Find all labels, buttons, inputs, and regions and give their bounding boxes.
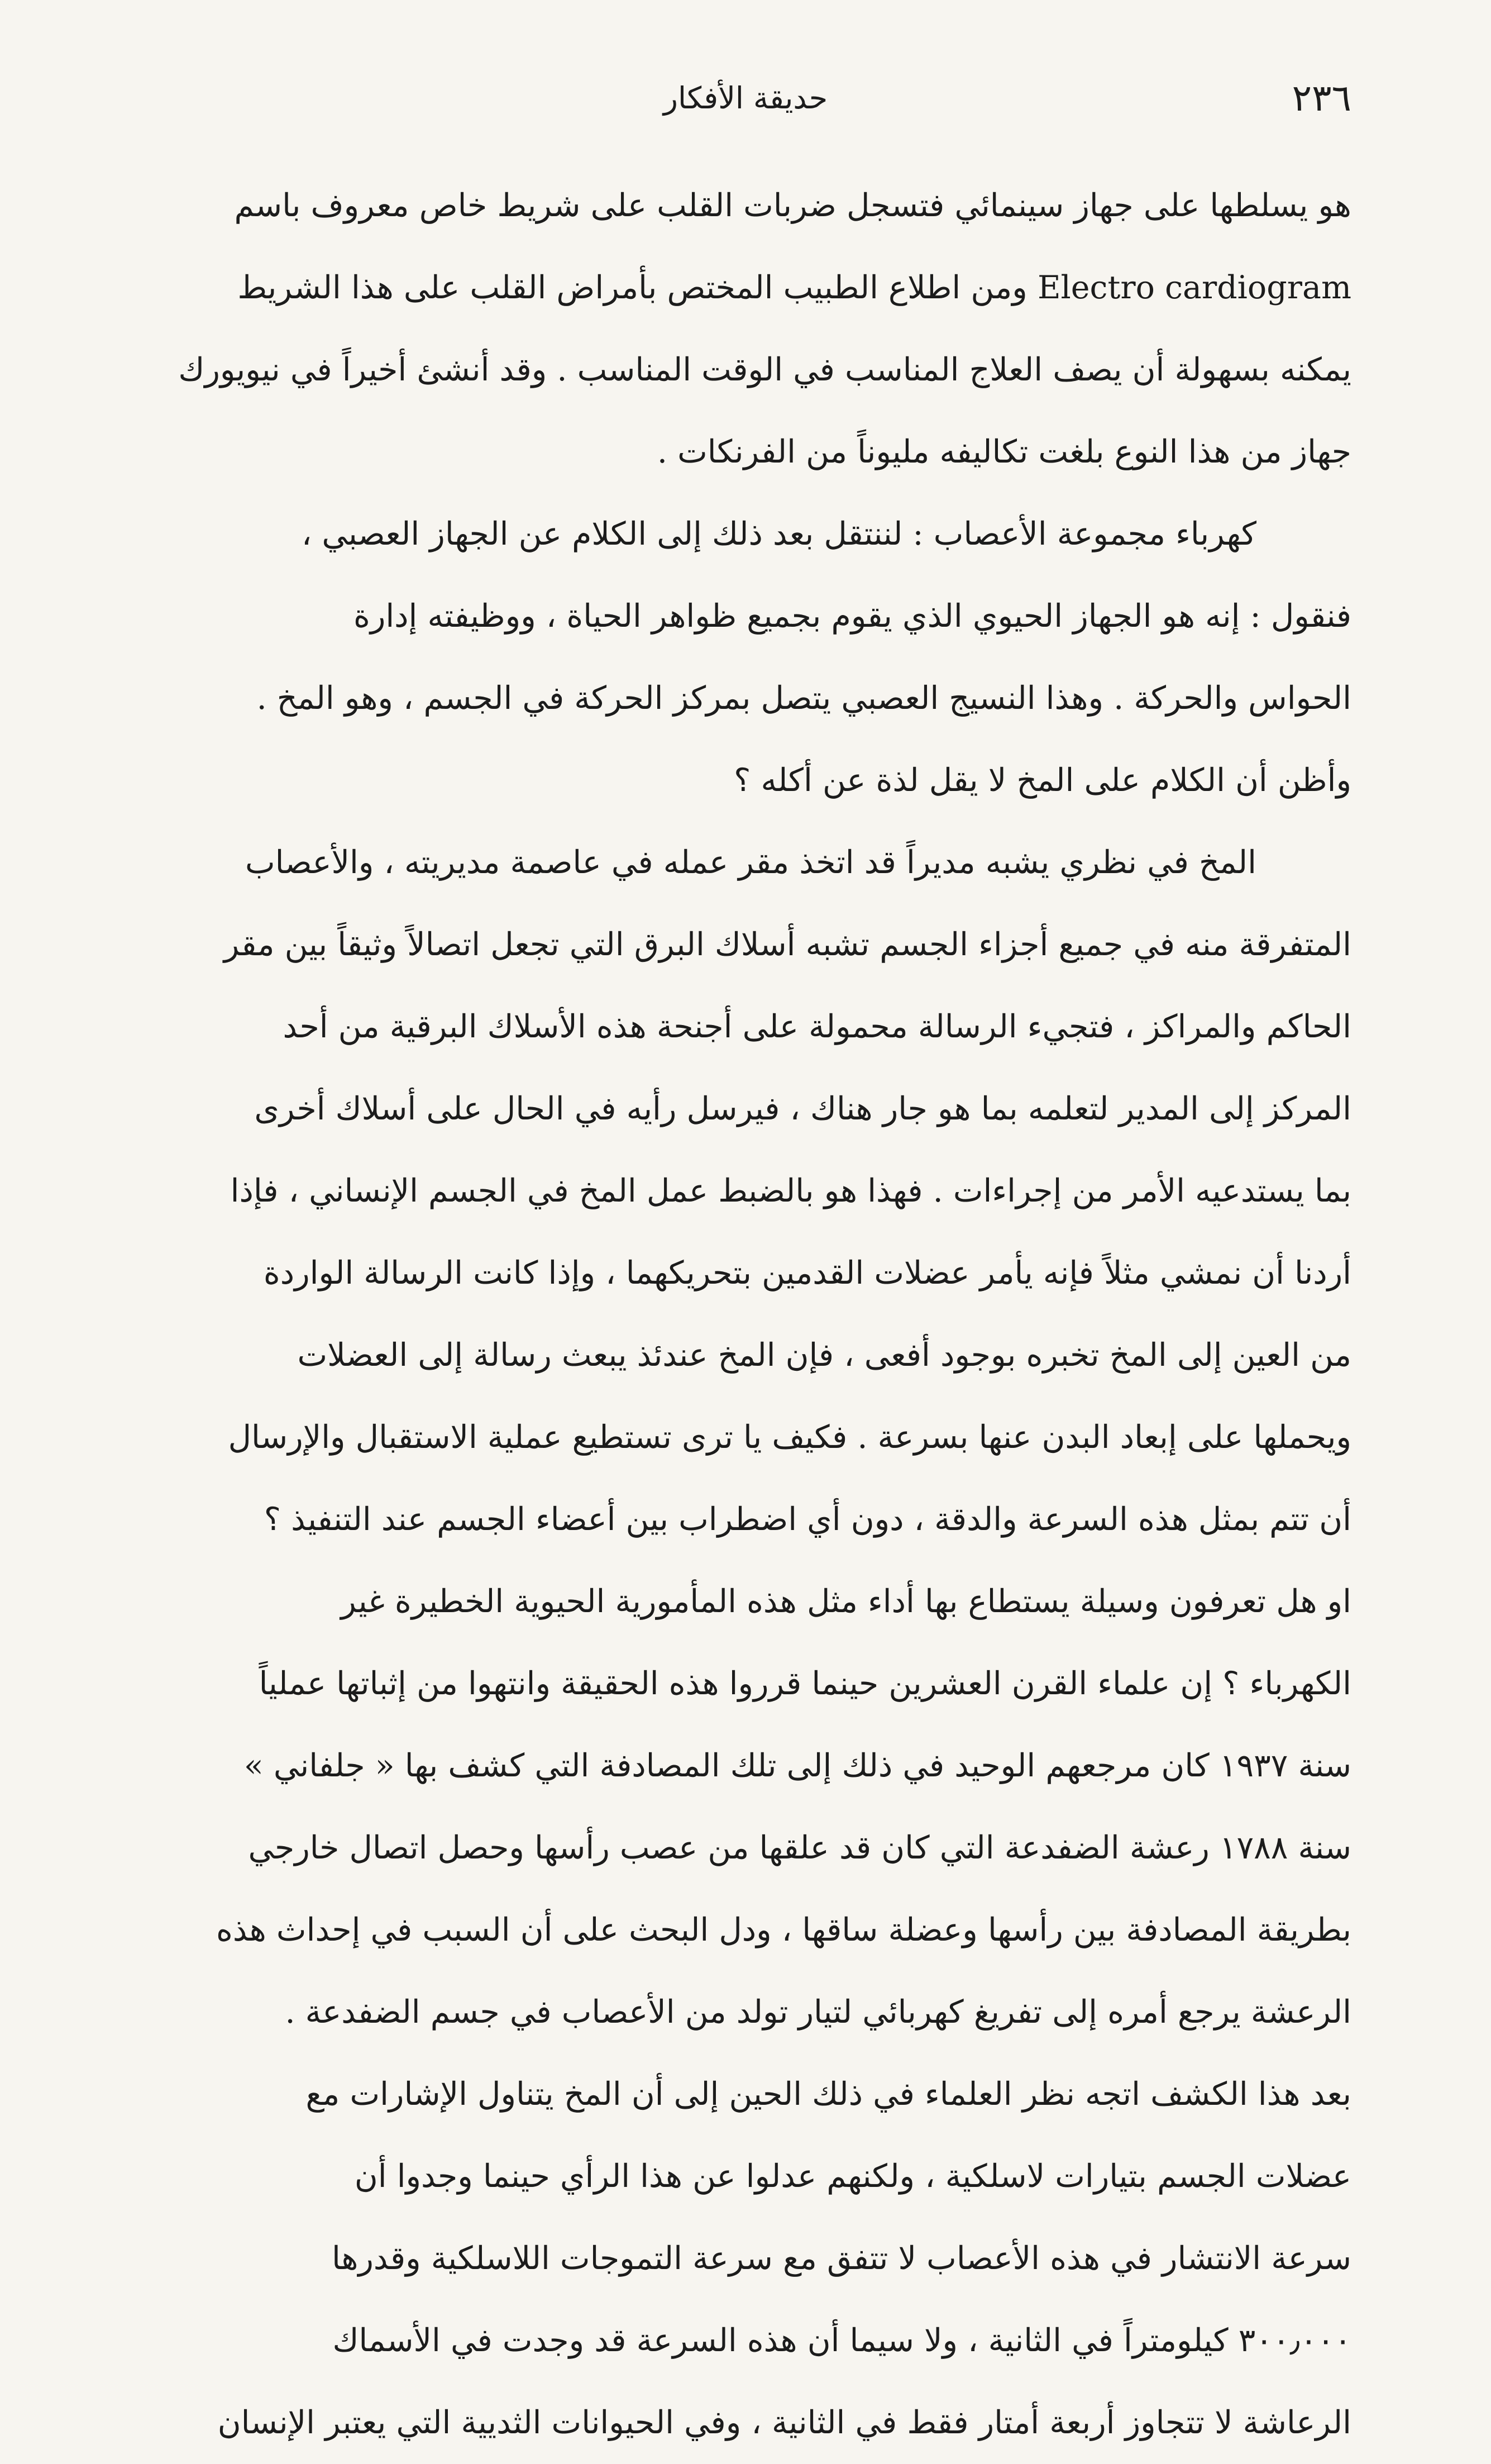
text-line: كهرباء مجموعة الأعصاب : لننتقل بعد ذلك إلى الكلام عن الجهاز العصبي ، [301, 516, 1256, 552]
text-line: ٣٠٠٫٠٠٠ كيلومتراً في الثانية ، ولا سيما أن هذه السرعة قد وجدت في الأسماك [332, 2322, 1351, 2359]
text-line: المخ في نظري يشبه مديراً قد اتخذ مقر عمله في عاصمة مديريته ، والأعصاب [245, 844, 1256, 881]
text-line: أردنا أن نمشي مثلاً فإنه يأمر عضلات القدمين بتحريكهما ، وإذا كانت الرسالة الواردة [263, 1255, 1351, 1291]
text-line: او هل تعرفون وسيلة يستطاع بها أداء مثل هذه المأمورية الحيوية الخطيرة غير [341, 1583, 1351, 1620]
running-title: حديقة الأفكار [663, 80, 828, 116]
text-line: هو يسلطها على جهاز سينمائي فتسجل ضربات القلب على شريط خاص معروف باسم [234, 187, 1351, 224]
text-line: Electro cardiogram ومن اطلاع الطبيب المختص بأمراض القلب على هذا الشريط [237, 269, 1351, 306]
text-line: بطريقة المصادفة بين رأسها وعضلة ساقها ، ودل البحث على أن السبب في إحداث هذه [216, 1912, 1351, 1948]
text-line: المركز إلى المدير لتعلمه بما هو جار هناك ، فيرسل رأيه في الحال على أسلاك أخرى [254, 1090, 1351, 1127]
text-line: فنقول : إنه هو الجهاز الحيوي الذي يقوم بجميع ظواهر الحياة ، ووظيفته إدارة [353, 598, 1351, 635]
text-line: سنة ١٩٣٧ كان مرجعهم الوحيد في ذلك إلى تلك المصادفة التي كشف بها « جلفاني » [243, 1747, 1351, 1784]
text-line: الكهرباء ؟ إن علماء القرن العشرين حينما قرروا هذه الحقيقة وانتهوا من إثباتها عملياً [259, 1665, 1351, 1702]
page-header [140, 61, 1351, 134]
text-line: ويحملها على إبعاد البدن عنها بسرعة . فكيف يا ترى تستطيع عملية الاستقبال والإرسال [228, 1419, 1351, 1456]
text-line: الرعشة يرجع أمره إلى تفريغ كهربائي لتيار تولد من الأعصاب في جسم الضفدعة . [285, 1994, 1351, 2031]
text-line: الحاكم والمراكز ، فتجيء الرسالة محمولة على أجنحة هذه الأسلاك البرقية من أحد [283, 1008, 1351, 1045]
text-line: عضلات الجسم بتيارات لاسلكية ، ولكنهم عدلوا عن هذا الرأي حينما وجدوا أن [354, 2158, 1351, 2195]
text-line: بما يستدعيه الأمر من إجراءات . فهذا هو بالضبط عمل المخ في الجسم الإنساني ، فإذا [230, 1173, 1351, 1209]
text-line: جهاز من هذا النوع بلغت تكاليفه مليوناً من الفرنكات . [657, 433, 1351, 470]
text-line: الحواس والحركة . وهذا النسيج العصبي يتصل بمركز الحركة في الجسم ، وهو المخ . [256, 680, 1351, 717]
text-line: الرعاشة لا تتجاوز أربعة أمتار فقط في الثانية ، وفي الحيوانات الثديية التي يعتبر الإنسان [217, 2404, 1351, 2441]
page-number: ٢٣٦ [1292, 76, 1351, 120]
text-line: بعد هذا الكشف اتجه نظر العلماء في ذلك الحين إلى أن المخ يتناول الإشارات مع [305, 2076, 1351, 2113]
text-line: المتفرقة منه في جميع أجزاء الجسم تشبه أسلاك البرق التي تجعل اتصالاً وثيقاً بين مقر [223, 926, 1351, 963]
text-line: من العين إلى المخ تخبره بوجود أفعى ، فإن المخ عندئذ يبعث رسالة إلى العضلات [297, 1337, 1351, 1374]
page-body [140, 165, 1351, 2464]
text-line: سنة ١٧٨٨ رعشة الضفدعة التي كان قد علقها من عصب رأسها وحصل اتصال خارجي [248, 1829, 1351, 1866]
text-line: يمكنه بسهولة أن يصف العلاج المناسب في الوقت المناسب . وقد أنشئ أخيراً في نيويورك [178, 351, 1351, 388]
text-line: وأظن أن الكلام على المخ لا يقل لذة عن أكله ؟ [734, 762, 1351, 799]
text-line: أن تتم بمثل هذه السرعة والدقة ، دون أي اضطراب بين أعضاء الجسم عند التنفيذ ؟ [264, 1501, 1351, 1538]
text-line: سرعة الانتشار في هذه الأعصاب لا تتفق مع سرعة التموجات اللاسلكية وقدرها [331, 2240, 1351, 2277]
